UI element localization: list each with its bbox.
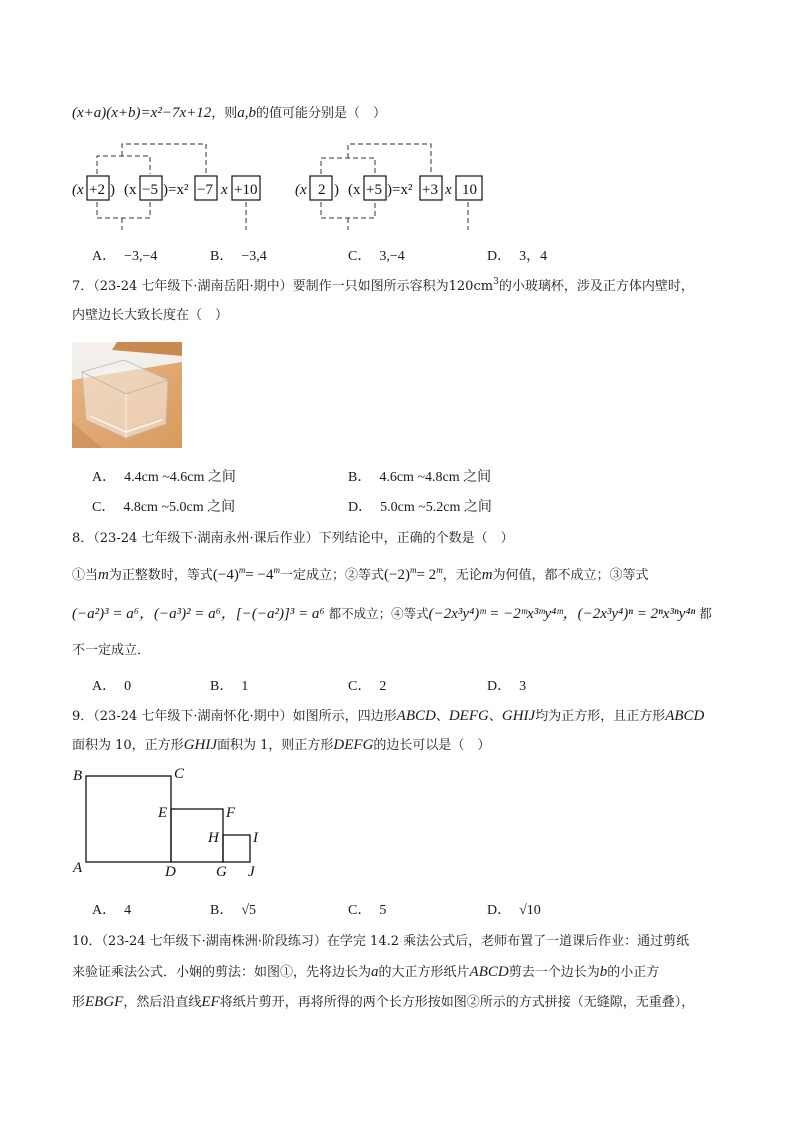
diagram-text: ) — [110, 182, 115, 198]
diagram-text: (x — [295, 182, 307, 198]
option-value: 1 — [241, 679, 249, 694]
text: 9．（23-24 七年级下·湖南怀化·期中）如图所示，四边形 — [72, 709, 397, 724]
box-value: +2 — [89, 182, 105, 198]
point-label-c: C — [174, 766, 185, 782]
shape-name: GHIJ — [501, 708, 536, 724]
option-label: A． — [92, 903, 117, 918]
point-label-a: A — [73, 860, 83, 876]
math: (−2x³y⁴)ᵐ = −2ᵐx³ᵐy⁴ᵐ， — [428, 606, 578, 622]
option-label: D． — [487, 679, 512, 694]
option-value: 3 — [519, 679, 527, 694]
line-name: EF — [201, 994, 220, 1010]
math: = −4 — [245, 567, 274, 583]
point-label-f: F — [226, 805, 236, 821]
option-label: A． — [92, 249, 117, 264]
q7-line1-tail: 的小玻璃杯，涉及正方体内壁时， — [498, 279, 694, 294]
q6-option-a[interactable] — [92, 245, 157, 265]
text: 均为正方形，且正方形 — [535, 709, 666, 724]
option-value: √5 — [241, 903, 257, 918]
point-label-g: G — [216, 864, 227, 880]
q7-line1: 7．（23-24 七年级下·湖南岳阳·期中）要制作一只如图所示容积为120cm — [72, 279, 494, 294]
var-m: m — [481, 567, 493, 583]
q6-stem-tail: 的值可能分别是（ ） — [255, 106, 386, 121]
text: 形 — [72, 995, 86, 1010]
option-value: 4.6cm ~4.8cm 之间 — [379, 470, 492, 485]
q7-option-b[interactable] — [348, 466, 491, 486]
diagram-text: )=x² — [387, 182, 413, 198]
diagram-text: x — [221, 182, 228, 198]
q6-stem-text: ，则 — [211, 106, 238, 121]
q9-option-d[interactable] — [487, 899, 541, 919]
q8-option-b[interactable] — [210, 675, 248, 695]
option-label: D． — [487, 903, 512, 918]
q7-option-c[interactable] — [92, 496, 235, 516]
sup-m: m — [409, 565, 417, 575]
dashed-connector — [348, 144, 431, 174]
text: 为何值，都不成立；③等式 — [492, 568, 649, 583]
text: 剪去一个边长为 — [508, 965, 600, 980]
option-value: 4.8cm ~5.0cm 之间 — [123, 500, 236, 515]
text: 面积为 1，则正方形 — [217, 738, 334, 753]
sup-m: m — [436, 565, 443, 575]
option-label: B． — [210, 249, 234, 264]
option-value: 3，4 — [519, 249, 548, 264]
box-value: +3 — [422, 182, 438, 198]
point-label-e: E — [158, 805, 168, 821]
point-label-b: B — [73, 768, 83, 784]
shape-name: ABCD — [665, 708, 705, 724]
q7-stem-line2: 内壁边长大致长度在（ ） — [72, 308, 229, 323]
math: [−(−a²)]³ = a⁶ — [235, 606, 325, 622]
var-a: a — [371, 964, 379, 980]
q8-statement-line3: 不一定成立． — [72, 643, 151, 658]
q6-stem-vars: a,b — [237, 105, 256, 121]
option-label: C． — [92, 500, 116, 515]
option-value: −3,4 — [241, 249, 267, 264]
q6-diagram-1 — [70, 138, 280, 230]
q6-option-b[interactable] — [210, 245, 267, 265]
diagram-text: )=x² — [163, 182, 189, 198]
text: 都不成立；④等式 — [328, 606, 429, 621]
text: 来验证乘法公式．小娴的剪法：如图①，先将边长为 — [72, 965, 372, 980]
var-m: m — [98, 567, 109, 583]
q6-option-d[interactable] — [487, 245, 547, 265]
option-value: 5 — [379, 903, 387, 918]
option-value: 4 — [124, 903, 132, 918]
option-label: B． — [210, 679, 234, 694]
math: = 2 — [416, 567, 437, 583]
math: (−2x³y⁴)ⁿ = 2ⁿx³ⁿy⁴ⁿ — [577, 606, 696, 622]
dashed-connector — [97, 156, 150, 174]
q9-stem-line1 — [72, 707, 704, 726]
shape-name: DEFG — [448, 708, 489, 724]
q9-option-b[interactable] — [210, 899, 256, 919]
option-label: D． — [348, 500, 373, 515]
shape-name: GHIJ — [183, 737, 218, 753]
option-label: D． — [487, 249, 512, 264]
option-label: B． — [210, 903, 234, 918]
text: 将纸片剪开，再将所得的两个长方形按如图②所示的方式拼接（无缝隙，无重叠）， — [219, 995, 695, 1010]
math: (−a³)² = a⁶， — [153, 606, 236, 622]
text: 一定成立；②等式 — [280, 568, 385, 583]
q10-stem-line1: 10．（23-24 七年级下·湖南株洲·阶段练习）在学完 14.2 乘法公式后，老师布置了一道课后作业：通过剪纸 — [72, 934, 690, 949]
text: 的小正方 — [607, 965, 660, 980]
point-label-j: J — [248, 864, 255, 880]
text: 、 — [435, 709, 449, 724]
text: 为正整数时，等式 — [108, 568, 213, 583]
q8-option-c[interactable] — [348, 675, 386, 695]
dashed-connector — [122, 144, 206, 174]
option-value: −3,−4 — [124, 249, 158, 264]
box-value: +5 — [366, 182, 382, 198]
text: ，无论 — [442, 568, 482, 583]
shape-name: EBGF — [85, 994, 124, 1010]
point-label-i: I — [253, 830, 258, 846]
box-value: 10 — [462, 182, 477, 198]
box-value: −5 — [142, 182, 158, 198]
q9-option-a[interactable] — [92, 899, 131, 919]
option-label: C． — [348, 679, 372, 694]
var-b: b — [599, 964, 608, 980]
q10-stem-line2 — [72, 963, 659, 982]
text: 、 — [488, 709, 502, 724]
q6-option-c[interactable] — [348, 245, 405, 265]
box-value: −7 — [197, 182, 213, 198]
option-value: 2 — [379, 679, 387, 694]
option-value: 5.0cm ~5.2cm 之间 — [380, 500, 492, 515]
q9-stem-line2 — [72, 736, 490, 755]
option-value: 4.4cm ~4.6cm 之间 — [124, 470, 236, 485]
text: 面积为 10，正方形 — [72, 738, 184, 753]
dashed-connector — [97, 202, 150, 218]
q9-squares-figure — [68, 762, 278, 880]
text: 的大正方形纸片 — [378, 965, 470, 980]
q10-stem-line3 — [72, 993, 694, 1012]
text: ，然后沿直线 — [123, 995, 202, 1010]
q8-stem: 8．（23-24 七年级下·湖南永州·课后作业）下列结论中，正确的个数是（ ） — [72, 531, 514, 546]
q8-option-a[interactable] — [92, 675, 131, 695]
math: (−4) — [212, 567, 239, 583]
shape-name: DEFG — [333, 737, 374, 753]
point-label-d: D — [165, 864, 176, 880]
option-value: 0 — [124, 679, 132, 694]
square-ghij — [223, 835, 250, 862]
box-value: 2 — [318, 182, 326, 198]
diagram-text: x — [445, 182, 452, 198]
option-label: C． — [348, 903, 372, 918]
q8-option-d[interactable] — [487, 675, 526, 695]
q6-stem-math: (x+a)(x+b)=x²−7x+12 — [72, 105, 212, 121]
option-value: 3,−4 — [379, 249, 405, 264]
q7-sup: 3 — [493, 277, 499, 287]
dashed-connector — [321, 202, 375, 218]
option-value: √10 — [519, 903, 541, 918]
math: (−a²)³ = a⁶， — [72, 606, 154, 622]
math: (−2) — [384, 567, 410, 583]
shape-name: ABCD — [469, 964, 509, 980]
dashed-connector — [321, 158, 375, 174]
q9-option-c[interactable] — [348, 899, 386, 919]
sup-m: m — [238, 565, 246, 575]
point-label-h: H — [208, 830, 219, 846]
q6-diagram-2 — [293, 138, 493, 230]
diagram-text: ) — [334, 182, 339, 198]
q6-stem — [72, 104, 386, 123]
option-label: A． — [92, 470, 117, 485]
option-label: A． — [92, 679, 117, 694]
option-label: B． — [348, 470, 372, 485]
text: 的边长可以是（ ） — [373, 738, 491, 753]
text: ①当 — [72, 568, 99, 583]
diagram-text: (x — [348, 182, 361, 198]
q7-option-d[interactable] — [348, 496, 492, 516]
box-value: +10 — [234, 182, 258, 198]
sup-m: m — [273, 565, 280, 575]
option-label: C． — [348, 249, 372, 264]
glass-cube-photo-icon — [72, 342, 182, 448]
q7-option-a[interactable] — [92, 466, 236, 486]
diagram-text: (x — [72, 182, 84, 198]
q8-statement-line1 — [72, 566, 649, 585]
shape-name: ABCD — [396, 708, 436, 724]
diagram-text: (x — [124, 182, 137, 198]
text: 都 — [699, 606, 712, 621]
q7-stem-line1 — [72, 278, 694, 296]
q8-statement-line2 — [72, 605, 712, 623]
